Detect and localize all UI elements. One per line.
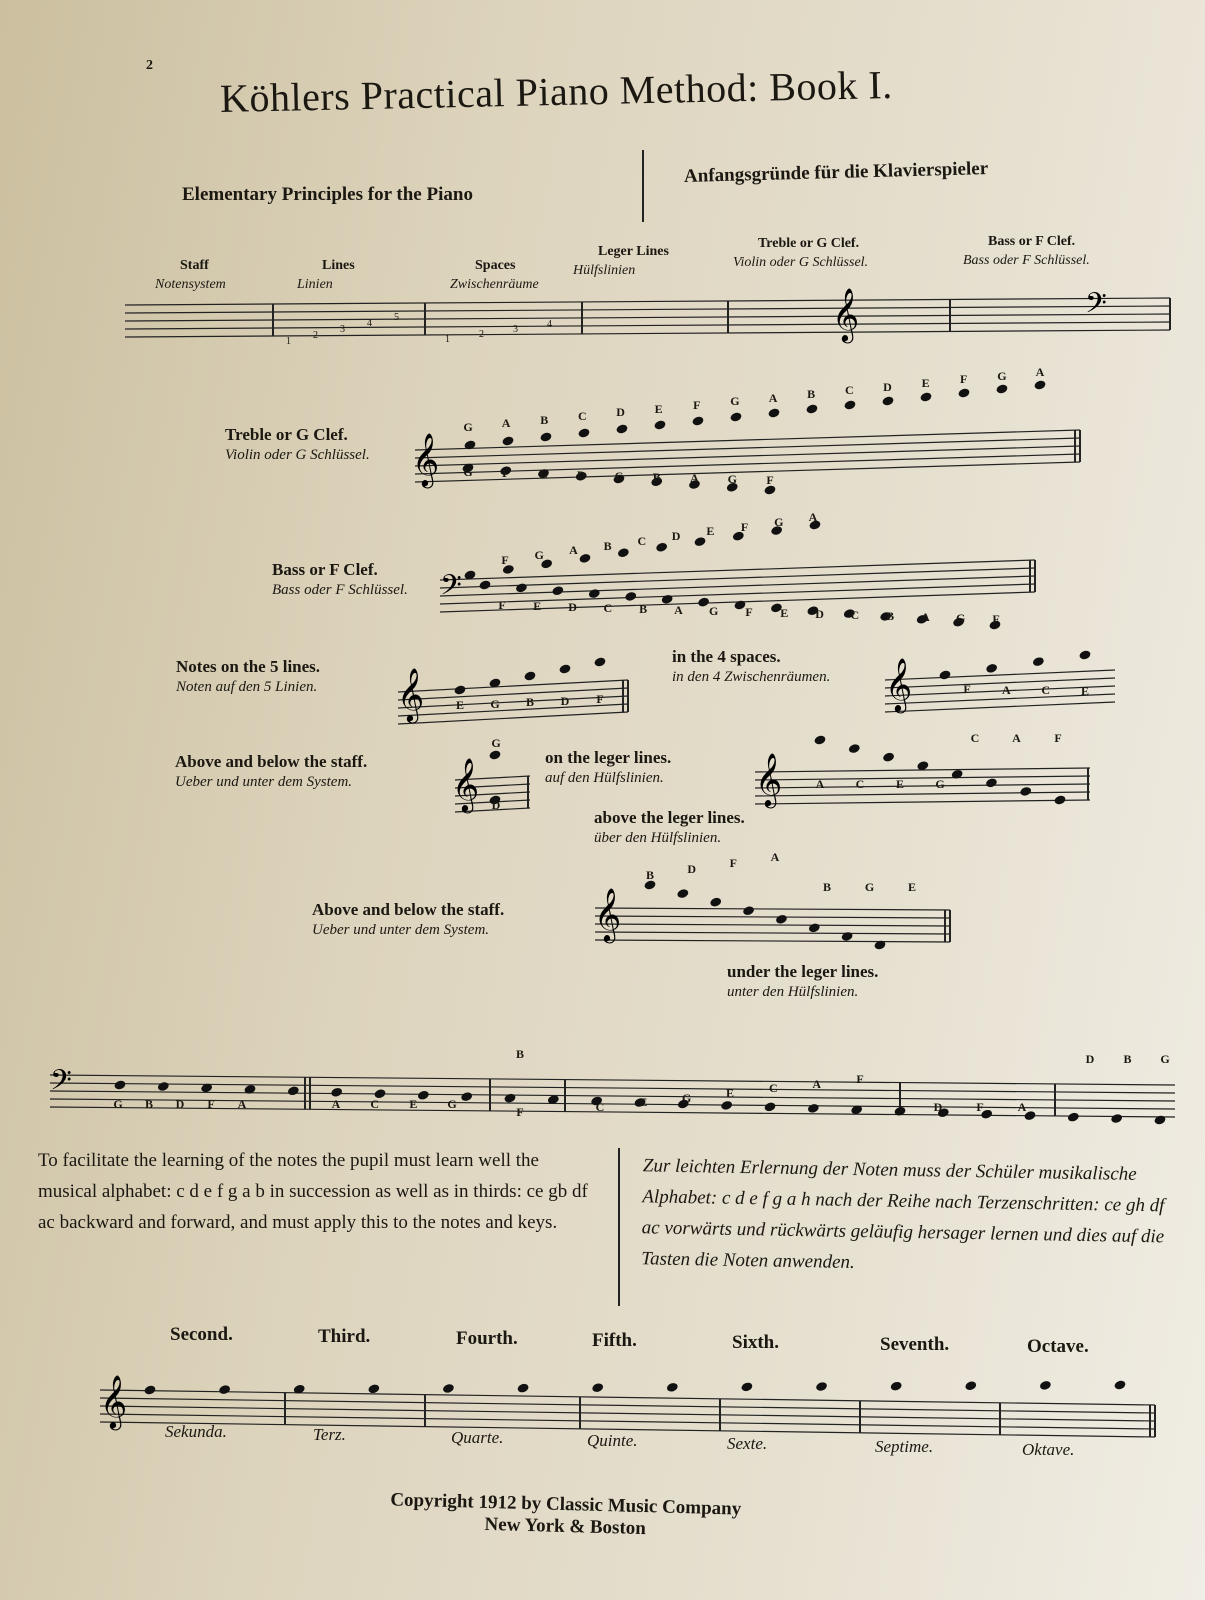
- note-name: E: [654, 401, 663, 416]
- legend-label-german: Notensystem: [155, 277, 226, 292]
- note-name: G: [490, 696, 500, 711]
- note-name: C: [768, 1081, 778, 1096]
- label-above-below-german: Ueber und unter dem System.: [175, 774, 353, 790]
- legend-label: Bass or F Clef.: [988, 234, 1076, 249]
- note-name: C: [595, 1100, 605, 1114]
- note-name: E: [455, 698, 465, 712]
- note-name: E: [907, 880, 917, 894]
- legend-label-german: Violin oder G Schlüssel.: [733, 255, 869, 270]
- note-name: A: [921, 610, 930, 624]
- note-name: A: [808, 510, 818, 524]
- space-number: 3: [513, 324, 518, 335]
- note-head: [453, 684, 466, 695]
- note-name: D: [671, 529, 681, 544]
- note-name: A: [768, 390, 778, 405]
- legend-label: Leger Lines: [598, 244, 669, 259]
- note-head: [848, 743, 861, 754]
- label-under-leger-german: unter den Hülfslinien.: [727, 984, 859, 1000]
- note-head: [957, 387, 970, 398]
- note-name: E: [639, 1095, 648, 1110]
- note-name: G: [113, 1097, 123, 1111]
- note-name: B: [807, 387, 816, 401]
- label-lines-german: Noten auf den 5 Linien.: [176, 679, 318, 695]
- note-name: D: [883, 379, 892, 394]
- label-above-below: Above and below the staff.: [175, 752, 368, 771]
- note-name: E: [1080, 684, 1090, 698]
- note-head: [1053, 794, 1066, 805]
- line-number: 1: [286, 336, 291, 347]
- note-name: B: [603, 538, 612, 553]
- note-head: [1110, 1113, 1123, 1124]
- note-head: [843, 399, 856, 410]
- label-lines: Notes on the 5 lines.: [176, 657, 321, 676]
- note-name: C: [603, 601, 613, 615]
- interval-name: Third.: [318, 1326, 371, 1347]
- note-name: G: [1160, 1052, 1170, 1066]
- treble-clef-icon: 𝄞: [594, 887, 622, 941]
- note-head: [666, 1382, 679, 1393]
- note-name: E: [533, 599, 542, 613]
- note-name: D: [687, 862, 696, 876]
- legend-label: Staff: [180, 258, 209, 273]
- note-name: G: [997, 368, 1007, 383]
- interval-name: Fourth.: [456, 1328, 518, 1349]
- space-number: 2: [479, 329, 484, 340]
- note-name: F: [745, 605, 753, 619]
- note-head: [501, 435, 514, 446]
- note-head: [287, 1085, 300, 1096]
- interval-name-german: Quarte.: [451, 1428, 504, 1447]
- interval-name: Fifth.: [592, 1330, 637, 1351]
- copyright-line-1: Copyright 1912 by Classic Music Company: [390, 1489, 742, 1520]
- note-name: F: [766, 473, 774, 487]
- subtitle-english: Elementary Principles for the Piano: [182, 184, 473, 205]
- note-name: F: [516, 1105, 524, 1119]
- note-name: C: [970, 731, 980, 745]
- note-head: [624, 591, 637, 602]
- interval-name-german: Oktave.: [1022, 1440, 1075, 1459]
- page-number: 2: [146, 58, 153, 73]
- note-name: B: [645, 868, 655, 882]
- note-head: [1067, 1111, 1080, 1122]
- note-name: D: [933, 1100, 943, 1114]
- note-name: G: [864, 880, 875, 894]
- note-name: F: [976, 1100, 984, 1114]
- note-name: A: [812, 1076, 821, 1091]
- note-head: [763, 1101, 776, 1112]
- note-head: [653, 419, 666, 430]
- note-head: [617, 547, 630, 558]
- label-bass: Bass or F Clef.: [272, 560, 378, 579]
- legend-label-german: Hülfslinien: [573, 263, 636, 278]
- note-name: A: [569, 543, 578, 558]
- interval-name: Seventh.: [880, 1334, 950, 1355]
- label-spaces-german: in den 4 Zwischenräumen.: [672, 669, 831, 685]
- interval-name-german: Sekunda.: [165, 1422, 227, 1441]
- legend-staff: [125, 298, 1170, 337]
- note-name: G: [491, 736, 501, 750]
- note-head: [515, 582, 528, 593]
- note-name: G: [935, 777, 945, 791]
- label-above-leger-german: über den Hülfslinien.: [594, 830, 722, 846]
- note-name: B: [1123, 1052, 1132, 1066]
- copyright-line-2: New York & Boston: [484, 1513, 647, 1540]
- interval-name-german: Septime.: [875, 1437, 934, 1456]
- interval-name-german: Terz.: [313, 1425, 346, 1444]
- space-number: 1: [445, 334, 450, 345]
- note-head: [881, 395, 894, 406]
- note-head: [709, 897, 722, 908]
- note-name: G: [709, 604, 719, 618]
- intervals-staff: [100, 1390, 1155, 1437]
- note-name: F: [960, 372, 968, 387]
- instruction-german: Zur leichten Erlernung der Noten muss der Schüler musikalische Alphabet: c d e f g a h nach der Reihe nach Terzenschritten: ce gh df ac vorwärts und rückwärts geläufig hersager lernen und dies auf die Tasten die Noten anwenden.: [641, 1155, 1165, 1274]
- note-head: [1019, 786, 1032, 797]
- note-name: C: [1041, 683, 1050, 698]
- note-head: [841, 931, 854, 942]
- note-name: F: [501, 553, 509, 567]
- treble-clef-icon: 𝄞: [412, 432, 440, 486]
- note-name: A: [1001, 682, 1011, 697]
- note-head: [1113, 1379, 1126, 1390]
- note-name: A: [674, 603, 683, 617]
- note-head: [808, 922, 821, 933]
- note-head: [523, 670, 536, 681]
- note-head: [417, 1090, 430, 1101]
- note-head: [539, 431, 552, 442]
- legend-label-german: Zwischenräume: [450, 277, 539, 292]
- note-name: F: [729, 856, 737, 870]
- lines-staff: [398, 680, 628, 724]
- note-name: F: [963, 682, 971, 696]
- note-head: [964, 1380, 977, 1391]
- note-head: [218, 1384, 231, 1395]
- note-name: G: [730, 394, 740, 409]
- legend-label: Lines: [322, 258, 355, 273]
- note-head: [742, 905, 755, 916]
- line-number: 4: [367, 318, 372, 329]
- note-head: [1039, 1380, 1052, 1391]
- treble-clef-icon: 𝄞: [452, 757, 480, 811]
- note-name: D: [1085, 1052, 1095, 1066]
- note-name: C: [614, 469, 624, 483]
- note-name: C: [850, 608, 860, 622]
- note-name: F: [596, 692, 604, 706]
- note-name: B: [652, 470, 661, 484]
- divider: [618, 1148, 620, 1306]
- bass-clef-icon: 𝄢: [50, 1064, 72, 1104]
- note-name: A: [237, 1097, 247, 1111]
- line-number: 2: [313, 330, 318, 341]
- note-name: G: [463, 465, 473, 479]
- note-name: E: [539, 467, 548, 481]
- interval-name-german: Quinte.: [587, 1431, 638, 1450]
- note-name: F: [207, 1097, 215, 1111]
- note-name: F: [740, 519, 749, 534]
- note-name: B: [886, 609, 895, 623]
- note-name: F: [856, 1072, 864, 1086]
- note-head: [985, 663, 998, 674]
- note-name: A: [770, 850, 780, 864]
- note-name: E: [780, 606, 789, 620]
- interval-name: Octave.: [1027, 1336, 1089, 1357]
- note-name: C: [855, 777, 865, 791]
- bass-system-staff: [50, 1075, 1175, 1117]
- note-head: [938, 669, 951, 680]
- legend-label: Treble or G Clef.: [758, 236, 860, 251]
- note-head: [919, 391, 932, 402]
- note-head: [591, 1382, 604, 1393]
- note-name: F: [498, 598, 506, 612]
- note-head: [1153, 1114, 1166, 1125]
- note-name: G: [956, 611, 966, 625]
- note-head: [1078, 649, 1091, 660]
- note-name: B: [144, 1097, 154, 1111]
- note-name: E: [895, 777, 905, 791]
- legend-label-german: Linien: [297, 277, 333, 292]
- note-head: [813, 734, 826, 745]
- note-name: B: [540, 412, 549, 427]
- label-under-leger: under the leger lines.: [727, 962, 879, 981]
- note-name: E: [706, 524, 715, 539]
- note-head: [693, 536, 706, 547]
- note-head: [1033, 379, 1046, 390]
- note-head: [815, 1381, 828, 1392]
- note-head: [995, 383, 1008, 394]
- note-name: F: [992, 612, 1000, 626]
- note-name: C: [370, 1097, 379, 1111]
- note-head: [503, 1092, 516, 1103]
- note-head: [893, 1106, 906, 1117]
- divider: [642, 150, 644, 222]
- note-head: [1032, 656, 1045, 667]
- note-head: [460, 1091, 473, 1102]
- note-head: [985, 777, 998, 788]
- note-head: [720, 1100, 733, 1111]
- note-name: G: [681, 1090, 692, 1105]
- line-number: 3: [340, 324, 345, 335]
- line-number: 5: [394, 312, 399, 323]
- leger-staff: [755, 768, 1090, 804]
- interval-name-german: Sexte.: [727, 1434, 768, 1453]
- note-head: [367, 1383, 380, 1394]
- note-name: D: [815, 607, 824, 621]
- note-name: E: [921, 376, 930, 390]
- treble-staff: [415, 430, 1080, 482]
- interval-name: Second.: [170, 1324, 233, 1345]
- note-head: [442, 1383, 455, 1394]
- note-name: A: [1012, 731, 1021, 745]
- treble-clef-icon: 𝄞: [885, 657, 913, 711]
- bass-clef-icon: 𝄢: [1085, 287, 1107, 327]
- note-head: [676, 888, 689, 899]
- note-name: C: [578, 409, 587, 423]
- note-head: [807, 1103, 820, 1114]
- note-head: [593, 656, 606, 667]
- label-leger-german: auf den Hülfslinien.: [545, 770, 664, 786]
- note-head: [691, 415, 704, 426]
- note-head: [558, 663, 571, 674]
- note-head: [729, 411, 742, 422]
- space-notes: [938, 649, 1091, 680]
- note-name: B: [515, 1047, 525, 1061]
- note-name: A: [501, 416, 511, 431]
- legend-label: Spaces: [475, 258, 516, 273]
- treble-clef-icon: 𝄞: [832, 287, 860, 341]
- note-head: [143, 1384, 156, 1395]
- legend-label-german: Bass oder F Schlüssel.: [963, 253, 1090, 268]
- label-leger: on the leger lines.: [545, 748, 672, 767]
- note-head: [488, 749, 501, 760]
- note-head: [661, 594, 674, 605]
- note-head: [113, 1079, 126, 1090]
- note-head: [478, 579, 491, 590]
- note-name: D: [576, 468, 586, 482]
- note-head: [805, 403, 818, 414]
- note-head: [157, 1081, 170, 1092]
- note-head: [578, 553, 591, 564]
- note-name: B: [639, 602, 648, 616]
- note-name: D: [568, 600, 577, 614]
- space-number: 4: [547, 319, 552, 330]
- note-name: G: [774, 514, 784, 529]
- treble-clef-icon: 𝄞: [397, 667, 425, 721]
- label-above-below2: Above and below the staff.: [312, 900, 505, 919]
- label-above-below2-german: Ueber und unter dem System.: [312, 922, 490, 938]
- label-spaces: in the 4 spaces.: [672, 647, 781, 666]
- note-name: G: [447, 1097, 457, 1111]
- bass-notes-above: [463, 519, 821, 580]
- note-head: [615, 423, 628, 434]
- note-name: E: [725, 1086, 735, 1100]
- note-head: [588, 588, 601, 599]
- note-head: [890, 1381, 903, 1392]
- note-name: D: [491, 798, 501, 812]
- note-head: [517, 1382, 530, 1393]
- note-head: [775, 914, 788, 925]
- above-below-staff-2: [595, 908, 950, 942]
- note-name: F: [1054, 731, 1062, 745]
- note-name: A: [1017, 1100, 1027, 1114]
- note-name: C: [637, 533, 647, 548]
- note-name: B: [822, 880, 832, 894]
- note-name: G: [727, 472, 737, 486]
- label-above-leger: above the leger lines.: [594, 808, 745, 827]
- note-name: A: [815, 777, 825, 791]
- note-head: [551, 585, 564, 596]
- instruction-english: To facilitate the learning of the notes the pupil must learn well the musical alphabet: c d e f g a b in succession as well as in thirds: ce gb df ac backward and forward, and must apply this to the notes and keys.: [38, 1150, 588, 1233]
- note-name: F: [693, 398, 701, 412]
- note-name: G: [534, 548, 544, 563]
- note-name: G: [463, 420, 473, 434]
- note-head: [882, 752, 895, 763]
- note-head: [740, 1381, 753, 1392]
- note-head: [767, 407, 780, 418]
- note-name: D: [175, 1097, 185, 1111]
- note-name: E: [409, 1097, 418, 1111]
- label-bass-german: Bass oder F Schlüssel.: [272, 582, 408, 598]
- note-head: [577, 427, 590, 438]
- note-name: B: [525, 695, 535, 709]
- note-name: F: [502, 466, 510, 480]
- note-name: A: [331, 1097, 341, 1111]
- treble-clef-icon: 𝄞: [755, 752, 783, 806]
- note-name: C: [844, 383, 854, 398]
- treble-clef-icon: 𝄞: [100, 1374, 128, 1428]
- note-name: D: [560, 693, 570, 708]
- copyright: [389, 1489, 741, 1542]
- label-treble: Treble or G Clef.: [225, 425, 348, 444]
- bass-clef-icon: 𝄢: [440, 569, 462, 609]
- note-name: A: [690, 471, 699, 485]
- label-treble-german: Violin oder G Schlüssel.: [225, 447, 370, 463]
- subtitle-german: Anfangsgründe für die Klavierspieler: [683, 158, 989, 187]
- note-name: D: [616, 405, 625, 420]
- note-name: A: [1035, 365, 1045, 379]
- note-head: [655, 542, 668, 553]
- page-title: Köhlers Practical Piano Method: Book I.: [219, 61, 894, 122]
- interval-name: Sixth.: [732, 1332, 779, 1353]
